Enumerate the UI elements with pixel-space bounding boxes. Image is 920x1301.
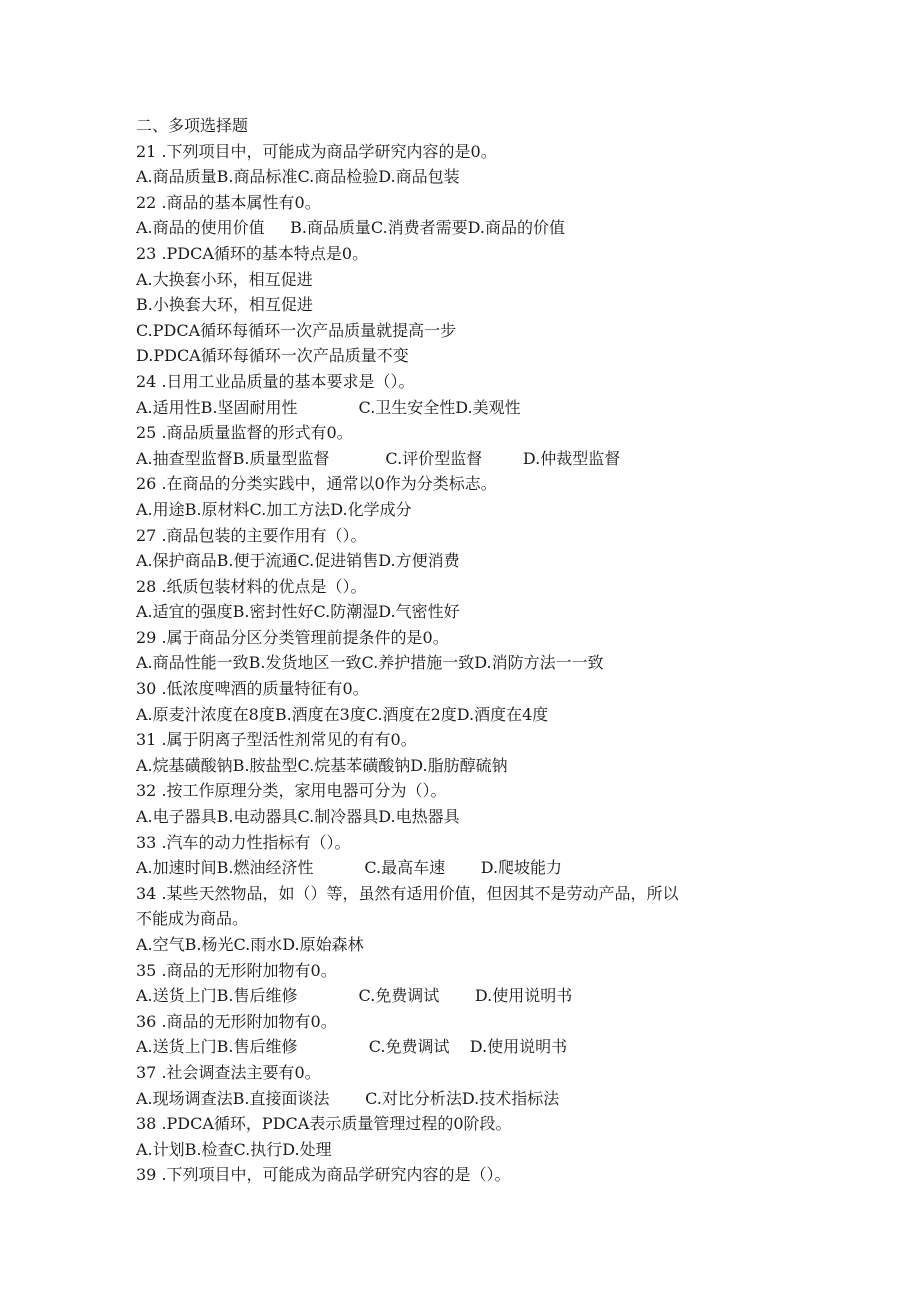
- options-25: A.抽查型监督B.质量型监督 C.评价型监督 D.仲裁型监督: [136, 448, 621, 468]
- options-21: A.商品质量B.商品标准C.商品检验D.商品包装: [136, 167, 460, 187]
- question-22: 22 .商品的基本属性有0。: [136, 192, 321, 212]
- question-24: 24 .日用工业品质量的基本要求是（）。: [136, 371, 415, 391]
- document-page: [136, 113, 796, 1188]
- section-title: 二、多项选择题: [136, 116, 249, 135]
- options-22: A.商品的使用价值 B.商品质量C.消费者需要D.商品的价值: [136, 218, 566, 238]
- options-34: A.空气B.杨光C.雨水D.原始森林: [136, 935, 364, 954]
- options-27: A.保护商品B.便于流通C.促进销售D.方便消费: [136, 551, 460, 571]
- question-39: 39 .下列项目中，可能成为商品学研究内容的是（）。: [136, 1165, 511, 1185]
- question-37: 37 .社会调查法主要有0。: [136, 1062, 321, 1082]
- question-31: 31 .属于阴离子型活性剂常见的有有0。: [136, 730, 417, 750]
- options-38: A.计划B.检查C.执行D.处理: [136, 1139, 332, 1159]
- option-23-c: C.PDCA循环每循环一次产品质量就提高一步: [136, 320, 457, 340]
- options-36: A.送货上门B.售后维修 C.免费调试 D.使用说明书: [136, 1037, 568, 1057]
- options-37: A.现场调查法B.直接面谈法 C.对比分析法D.技术指标法: [136, 1088, 560, 1108]
- options-24: A.适用性B.坚固耐用性 C.卫生安全性D.美观性: [136, 397, 521, 417]
- question-28: 28 .纸质包装材料的优点是（）。: [136, 576, 367, 596]
- question-21: 21 .下列项目中，可能成为商品学研究内容的是0。: [136, 141, 497, 161]
- question-23: 23 .PDCA循环的基本特点是0。: [136, 243, 369, 263]
- options-26: A.用途B.原材料C.加工方法D.化学成分: [136, 499, 412, 519]
- question-33: 33 .汽车的动力性指标有（）。: [136, 832, 351, 852]
- options-30: A.原麦汁浓度在8度B.酒度在3度C.酒度在2度D.酒度在4度: [136, 704, 549, 724]
- question-29: 29 .属于商品分区分类管理前提条件的是0。: [136, 627, 449, 647]
- option-23-a: A.大换套小环，相互促进: [136, 269, 313, 289]
- options-29: A.商品性能一致B.发货地区一致C.养护措施一致D.消防方法一一致: [136, 653, 604, 673]
- question-36: 36 .商品的无形附加物有0。: [136, 1011, 337, 1031]
- options-33: A.加速时间B.燃油经济性 C.最高车速 D.爬坡能力: [136, 858, 563, 878]
- options-28: A.适宜的强度B.密封性好C.防潮湿D.气密性好: [136, 602, 460, 622]
- question-30: 30 .低浓度啤酒的质量特征有0。: [136, 679, 369, 699]
- question-34-continued: 不能成为商品。: [136, 909, 249, 929]
- options-31: A.烷基磺酸钠B.胺盐型C.烷基苯磺酸钠D.脂肪醇硫钠: [136, 755, 508, 775]
- question-25: 25 .商品质量监督的形式有0。: [136, 423, 353, 443]
- question-38: 38 .PDCA循环，PDCA表示质量管理过程的0阶段。: [136, 1114, 512, 1134]
- question-26: 26 .在商品的分类实践中，通常以0作为分类标志。: [136, 474, 497, 494]
- option-23-d: D.PDCA循环每循环一次产品质量不变: [136, 346, 409, 366]
- option-23-b: B.小换套大环，相互促进: [136, 295, 313, 315]
- question-32: 32 .按工作原理分类，家用电器可分为（）。: [136, 781, 447, 801]
- options-35: A.送货上门B.售后维修 C.免费调试 D.使用说明书: [136, 986, 573, 1006]
- question-27: 27 .商品包装的主要作用有（）。: [136, 525, 367, 545]
- question-35: 35 .商品的无形附加物有0。: [136, 960, 337, 980]
- options-32: A.电子器具B.电动器具C.制冷器具D.电热器具: [136, 807, 460, 827]
- question-34: 34 .某些天然物品，如（）等，虽然有适用价值，但因其不是劳动产品，所以: [136, 883, 679, 903]
